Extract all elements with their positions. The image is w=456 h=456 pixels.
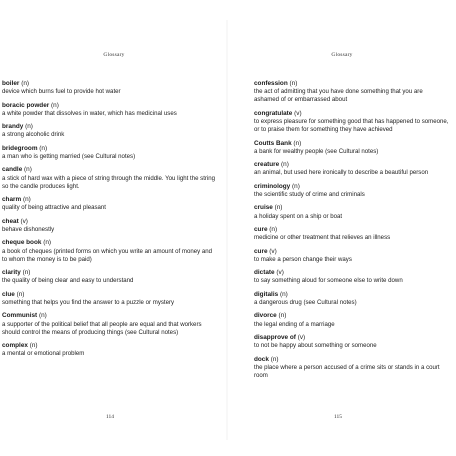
headword: congratulate	[254, 109, 293, 117]
headword-line	[2, 312, 217, 320]
headword: charm	[2, 196, 22, 204]
headword: Communist	[2, 312, 38, 320]
headword: candle	[2, 166, 23, 174]
headword-line	[254, 334, 449, 342]
definition: a holiday spent on a ship or boat	[254, 212, 343, 220]
glossary-entry	[254, 356, 449, 381]
definition: a man who is getting married (see Cultural notes)	[2, 152, 136, 160]
headword: cheque book	[2, 239, 42, 247]
definition: quality of being attractive and pleasant	[2, 204, 107, 212]
definition: medicine or other treatment that relieves an illness	[254, 234, 391, 242]
glossary-entry	[254, 80, 449, 105]
glossary-entry	[2, 123, 217, 139]
definition: a white powder that dissolves in water, which has medicinal uses	[2, 109, 177, 117]
headword-line	[2, 291, 217, 299]
part-of-speech: (n)	[292, 182, 300, 190]
headword: divorce	[254, 312, 277, 320]
headword: disapprove of	[254, 333, 296, 341]
headword-line	[254, 140, 449, 148]
glossary-entry	[2, 239, 217, 264]
part-of-speech: (n)	[24, 166, 32, 174]
headword: complex	[2, 342, 28, 350]
headword-line	[254, 248, 449, 256]
part-of-speech: (n)	[22, 196, 31, 204]
part-of-speech: (n)	[289, 80, 298, 87]
part-of-speech: (n)	[279, 290, 288, 298]
part-of-speech: (n)	[293, 139, 302, 147]
headword: boracic powder	[2, 101, 50, 109]
running-header: Glossary	[103, 52, 125, 58]
glossary-entry	[254, 248, 449, 264]
part-of-speech: (n)	[22, 269, 31, 277]
definition: something that helps you find the answer to a puzzle or mystery	[2, 298, 175, 306]
definition: to say something aloud for someone else to write down	[254, 277, 403, 285]
definition: the quality of being clear and easy to understand	[2, 277, 134, 285]
headword: dictate	[254, 269, 275, 277]
definition: a strong alcoholic drink	[2, 131, 65, 139]
definition: a book of cheques (printed forms on which you write an amount of money and to whom the money is to be paid)	[2, 247, 213, 263]
part-of-speech: (n)	[43, 239, 52, 247]
definition: device which burns fuel to provide hot water	[2, 88, 121, 96]
glossary-entry	[254, 110, 449, 135]
definition: to express pleasure for something good that has happened to someone, or to praise them for something they have achieved	[254, 118, 449, 134]
headword: dock	[254, 355, 269, 363]
glossary-entry	[2, 312, 217, 337]
headword-line	[254, 183, 449, 191]
glossary-entry	[2, 291, 217, 307]
glossary-entry	[254, 291, 449, 307]
definition: to make a person change their ways	[254, 255, 352, 263]
glossary-entry	[254, 161, 449, 177]
headword: clarity	[2, 269, 21, 277]
part-of-speech: (n)	[51, 101, 59, 109]
glossary-entry	[254, 140, 449, 156]
definition: a bank for wealthy people (see Cultural notes)	[254, 147, 379, 155]
glossary-entry	[254, 269, 449, 285]
glossary-entry	[254, 183, 449, 199]
glossary-entry	[254, 226, 449, 242]
glossary-entry	[2, 196, 217, 212]
definition: the scientific study of crime and criminals	[254, 190, 365, 198]
headword-line	[254, 291, 449, 299]
glossary-entry	[2, 80, 217, 96]
headword: criminology	[254, 182, 291, 190]
part-of-speech: (n)	[21, 80, 29, 87]
glossary-entry	[2, 218, 217, 234]
headword-line	[254, 161, 449, 169]
headword-line	[2, 166, 217, 174]
page-number: 114	[105, 414, 115, 420]
headword-line	[2, 239, 217, 247]
headword-line	[2, 102, 217, 110]
definition: the legal ending of a marriage	[254, 320, 335, 328]
definition: to not be happy about something or someone	[254, 342, 377, 350]
headword: cure	[254, 247, 268, 255]
definition: a dangerous drug (see Cultural notes)	[254, 298, 357, 306]
glossary-entry	[2, 269, 217, 285]
headword-line	[2, 342, 217, 350]
part-of-speech: (n)	[16, 290, 25, 298]
definition: an animal, but used here ironically to describe a beautiful person	[254, 169, 429, 177]
headword-line	[254, 226, 449, 234]
glossary-entry	[254, 204, 449, 220]
headword: confession	[254, 80, 288, 87]
glossary-entry	[2, 102, 217, 118]
headword-line	[2, 123, 217, 131]
headword: cruise	[254, 204, 273, 212]
part-of-speech: (n)	[29, 342, 38, 350]
headword-line	[254, 312, 449, 320]
part-of-speech: (v)	[269, 247, 277, 255]
glossary-entry	[254, 334, 449, 350]
glossary-entry	[2, 145, 217, 161]
right-page	[228, 0, 456, 456]
glossary-entry	[254, 312, 449, 328]
definition: a mental or emotional problem	[2, 350, 85, 358]
headword: creature	[254, 161, 280, 169]
running-header: Glossary	[331, 52, 353, 58]
part-of-speech: (n)	[269, 225, 278, 233]
glossary-entries	[254, 80, 449, 385]
part-of-speech: (n)	[281, 161, 289, 169]
headword-line	[254, 269, 449, 277]
headword-line	[254, 110, 449, 118]
part-of-speech: (n)	[39, 144, 48, 152]
headword-line	[2, 196, 217, 204]
part-of-speech: (v)	[297, 333, 306, 341]
definition: a supporter of the political belief that all people are equal and that workers should control the means of producing things (see Cultural notes)	[2, 320, 202, 336]
headword: brandy	[2, 123, 24, 131]
headword: digitalis	[254, 290, 279, 298]
definition: a stick of hard wax with a piece of string through the middle. You light the string so the candle produces light.	[2, 174, 216, 190]
headword: bridegroom	[2, 144, 38, 152]
glossary-entry	[2, 166, 217, 191]
headword-line	[254, 204, 449, 212]
headword: Coutts Bank	[254, 139, 292, 147]
definition: the place where a person accused of a crime sits or stands in a court room	[254, 363, 440, 379]
glossary-entries	[2, 80, 217, 364]
headword: cure	[254, 225, 268, 233]
part-of-speech: (n)	[270, 355, 279, 363]
part-of-speech: (v)	[294, 109, 302, 117]
part-of-speech: (n)	[274, 204, 283, 212]
headword-line	[2, 145, 217, 153]
headword: boiler	[2, 80, 20, 87]
part-of-speech: (n)	[25, 123, 33, 131]
part-of-speech: (n)	[38, 312, 47, 320]
headword-line	[254, 356, 449, 364]
part-of-speech: (v)	[20, 217, 28, 225]
definition: behave dishonestly	[2, 225, 55, 233]
headword-line	[254, 80, 449, 88]
headword-line	[2, 269, 217, 277]
page-number: 115	[333, 414, 343, 420]
definition: the act of admitting that you have done something that you are ashamed of or embarrassed about	[254, 88, 423, 104]
part-of-speech: (v)	[276, 269, 284, 277]
glossary-entry	[2, 342, 217, 358]
headword-line	[2, 218, 217, 226]
headword-line	[2, 80, 217, 88]
part-of-speech: (n)	[278, 312, 287, 320]
headword: clue	[2, 290, 15, 298]
headword: cheat	[2, 217, 19, 225]
